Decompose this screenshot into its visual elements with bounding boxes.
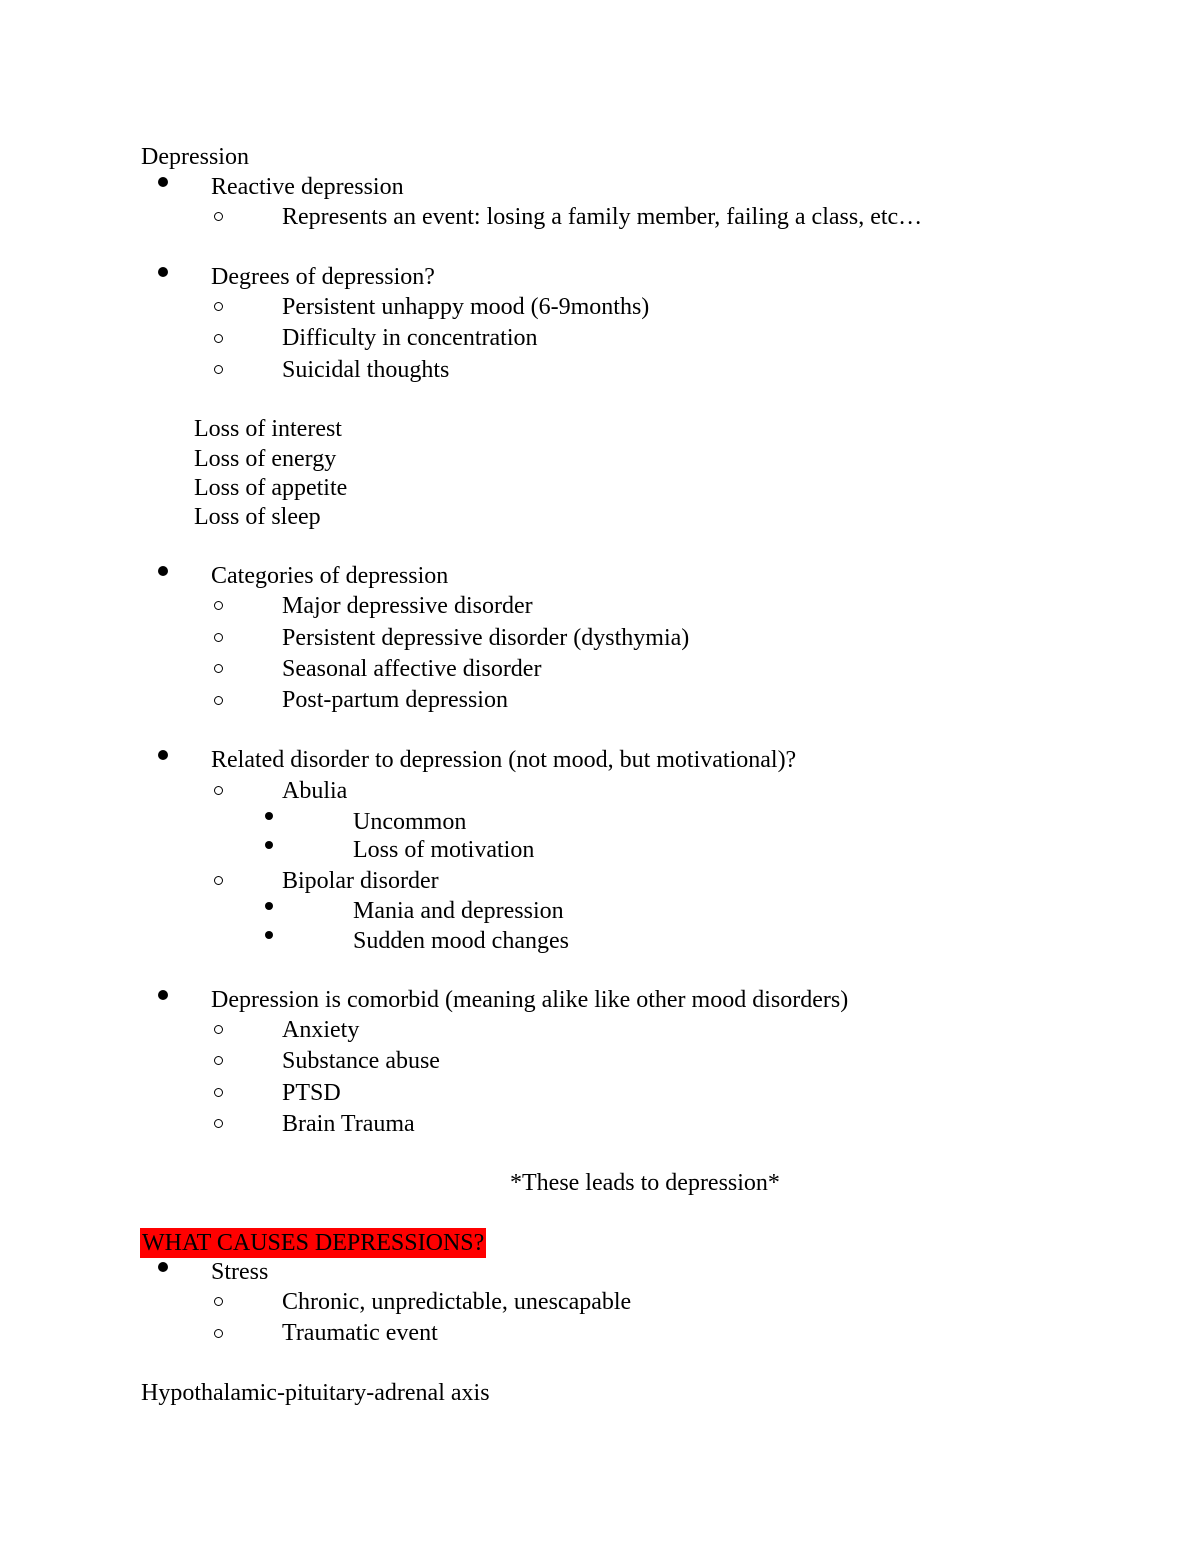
circle-bullet-icon bbox=[214, 1025, 223, 1034]
section-heading-highlighted: WHAT CAUSES DEPRESSIONS? bbox=[142, 1230, 485, 1256]
circle-bullet-icon bbox=[214, 302, 223, 311]
bullet-icon bbox=[158, 566, 168, 576]
document-title: Depression bbox=[141, 144, 249, 170]
square-bullet-icon bbox=[265, 902, 273, 910]
circle-bullet-icon bbox=[214, 1119, 223, 1128]
circle-bullet-icon bbox=[214, 1297, 223, 1306]
circle-bullet-icon bbox=[214, 696, 223, 705]
circle-bullet-icon bbox=[214, 334, 223, 343]
sub-list-item: Persistent unhappy mood (6-9months) bbox=[282, 294, 650, 320]
sub-list-item: Represents an event: losing a family member, failing a class, etc… bbox=[282, 204, 923, 230]
sub-list-item: Substance abuse bbox=[282, 1048, 440, 1074]
sub-list-item: Anxiety bbox=[282, 1017, 360, 1043]
text-line: Loss of interest bbox=[194, 416, 342, 442]
sub-list-item: PTSD bbox=[282, 1080, 341, 1106]
circle-bullet-icon bbox=[214, 212, 223, 221]
sub-list-item: Post-partum depression bbox=[282, 687, 508, 713]
sub-list-item: Chronic, unpredictable, unescapable bbox=[282, 1289, 632, 1315]
square-bullet-icon bbox=[265, 841, 273, 849]
bullet-icon bbox=[158, 1262, 168, 1272]
circle-bullet-icon bbox=[214, 1088, 223, 1097]
list-item: Reactive depression bbox=[211, 174, 404, 200]
circle-bullet-icon bbox=[214, 601, 223, 610]
bullet-icon bbox=[158, 177, 168, 187]
square-bullet-icon bbox=[265, 931, 273, 939]
circle-bullet-icon bbox=[214, 664, 223, 673]
sub-list-item: Brain Trauma bbox=[282, 1111, 415, 1137]
bullet-icon bbox=[158, 267, 168, 277]
square-bullet-icon bbox=[265, 812, 273, 820]
sub-list-item: Abulia bbox=[282, 778, 348, 804]
sub-list-item: Persistent depressive disorder (dysthymia) bbox=[282, 625, 690, 651]
sub-list-item: Bipolar disorder bbox=[282, 868, 439, 894]
list-item: Stress bbox=[211, 1259, 269, 1285]
sub-list-item: Seasonal affective disorder bbox=[282, 656, 542, 682]
sub-list-item: Major depressive disorder bbox=[282, 593, 533, 619]
circle-bullet-icon bbox=[214, 365, 223, 374]
list-item: Categories of depression bbox=[211, 563, 449, 589]
sub-sub-list-item: Loss of motivation bbox=[353, 837, 535, 863]
note-text: *These leads to depression* bbox=[510, 1170, 780, 1196]
text-line: Loss of appetite bbox=[194, 475, 348, 501]
bullet-icon bbox=[158, 750, 168, 760]
sub-list-item: Traumatic event bbox=[282, 1320, 438, 1346]
text-line: Loss of energy bbox=[194, 446, 337, 472]
circle-bullet-icon bbox=[214, 786, 223, 795]
list-item: Degrees of depression? bbox=[211, 264, 435, 290]
sub-sub-list-item: Uncommon bbox=[353, 809, 467, 835]
list-item: Depression is comorbid (meaning alike like other mood disorders) bbox=[211, 987, 849, 1013]
circle-bullet-icon bbox=[214, 633, 223, 642]
sub-sub-list-item: Sudden mood changes bbox=[353, 928, 569, 954]
sub-list-item: Suicidal thoughts bbox=[282, 357, 450, 383]
circle-bullet-icon bbox=[214, 1329, 223, 1338]
sub-list-item: Difficulty in concentration bbox=[282, 325, 538, 351]
text-line: Loss of sleep bbox=[194, 504, 321, 530]
sub-sub-list-item: Mania and depression bbox=[353, 898, 564, 924]
circle-bullet-icon bbox=[214, 1056, 223, 1065]
bullet-icon bbox=[158, 990, 168, 1000]
circle-bullet-icon bbox=[214, 876, 223, 885]
text-line: Hypothalamic-pituitary-adrenal axis bbox=[141, 1380, 490, 1406]
list-item: Related disorder to depression (not mood, but motivational)? bbox=[211, 747, 797, 773]
